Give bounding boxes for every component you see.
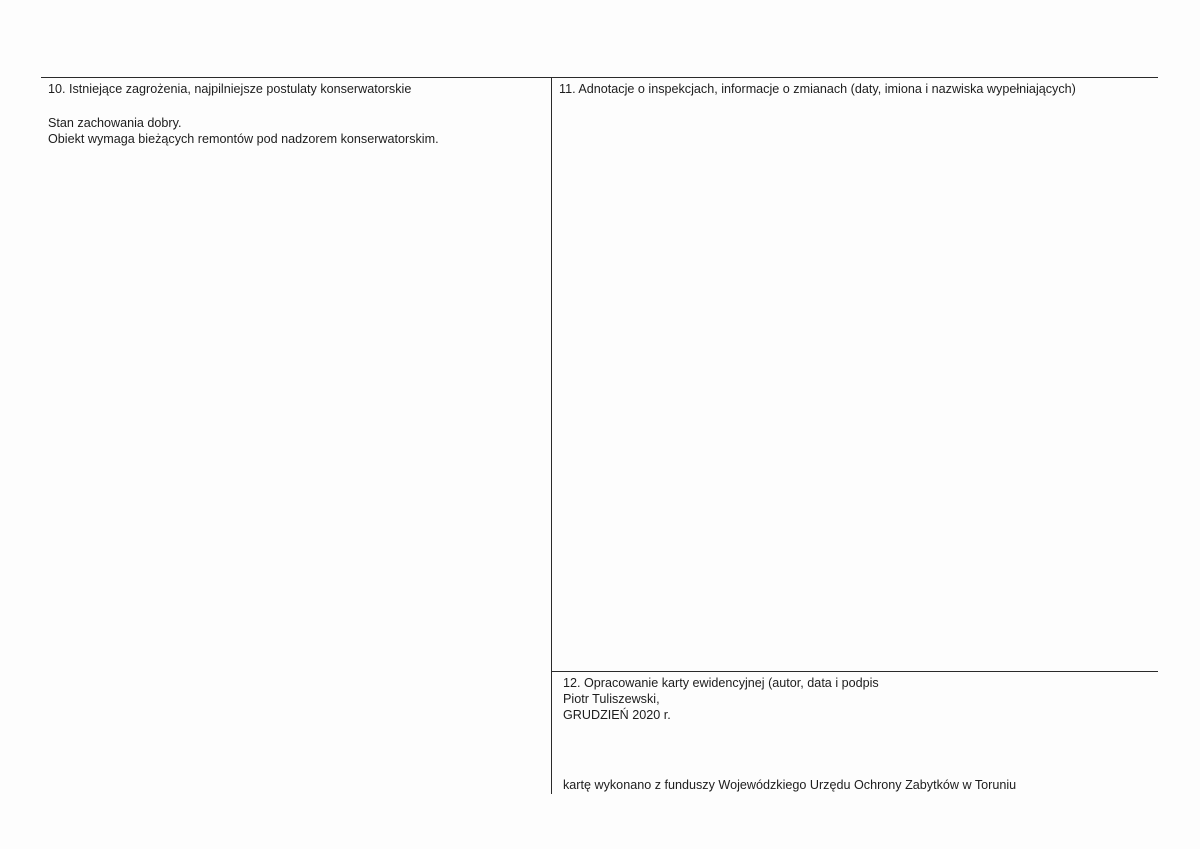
column-divider [551,77,552,794]
funding-note: kartę wykonano z funduszy Wojewódzkiego Urzędu Ochrony Zabytków w Toruniu [563,778,1017,792]
section-12-rule [552,671,1158,672]
section-10-heading: 10. Istniejące zagrożenia, najpilniejsze postulaty konserwatorskie [48,82,412,96]
section-11-heading: 11. Adnotacje o inspekcjach, informacje o zmianach (daty, imiona i nazwiska wypełniających) [559,82,1076,96]
top-rule [41,77,1158,78]
author-name: Piotr Tuliszewski, [563,692,660,706]
requirement-text: Obiekt wymaga bieżących remontów pod nadzorem konserwatorskim. [48,132,439,146]
section-10-body [48,115,439,147]
section-12 [563,675,879,723]
card-date: GRUDZIEŃ 2020 r. [563,708,671,722]
condition-text: Stan zachowania dobry. [48,116,182,130]
section-12-heading: 12. Opracowanie karty ewidencyjnej (autor, data i podpis [563,676,879,690]
